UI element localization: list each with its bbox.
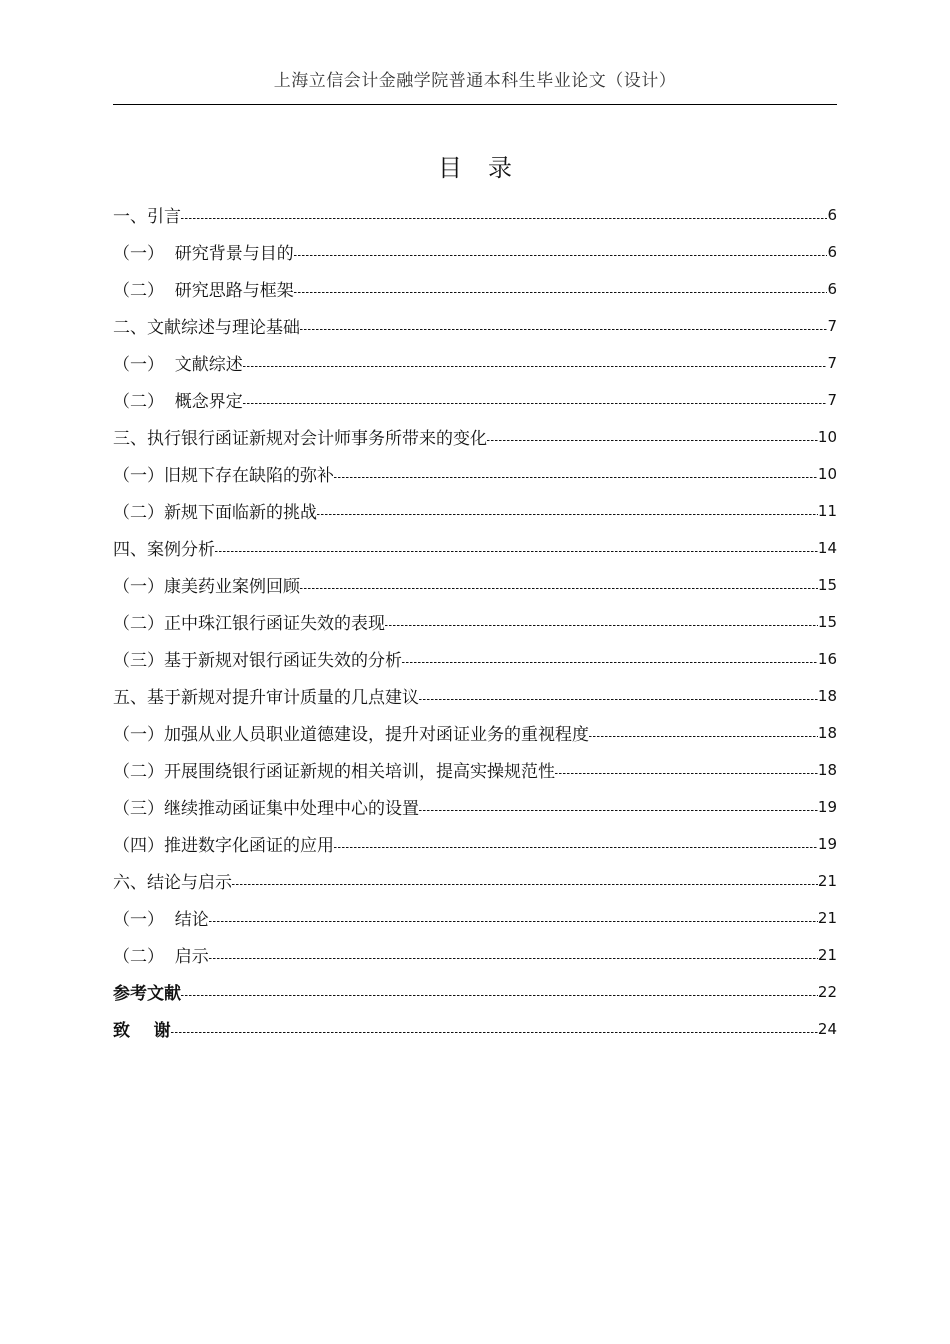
- toc-entry-label: （二） 研究思路与框架: [113, 281, 294, 301]
- toc-entry-label: 五、基于新规对提升审计质量的几点建议: [113, 688, 419, 708]
- toc-entry-page-number: 10: [817, 464, 837, 483]
- toc-entry-label: 六、结论与启示: [113, 873, 232, 893]
- toc-entry-label: 致 谢: [113, 1021, 171, 1041]
- toc-entry[interactable]: [113, 418, 837, 455]
- toc-entry[interactable]: [113, 677, 837, 714]
- toc-entry[interactable]: [113, 862, 837, 899]
- toc-entry-label: 三、执行银行函证新规对会计师事务所带来的变化: [113, 429, 487, 449]
- toc-leader-dots: [317, 503, 818, 521]
- toc-entry-label: （一）旧规下存在缺陷的弥补: [113, 466, 334, 486]
- toc-leader-dots: [294, 244, 828, 262]
- toc-entry[interactable]: [113, 455, 837, 492]
- toc-entry-label: 参考文献: [113, 984, 181, 1004]
- toc-entry-label: （三）继续推动函证集中处理中心的设置: [113, 799, 419, 819]
- toc-entry-label: （二）正中珠江银行函证失效的表现: [113, 614, 385, 634]
- toc-title: 目录: [438, 154, 538, 182]
- page-header: 上海立信会计金融学院普通本科生毕业论文（设计）: [273, 71, 677, 91]
- table-of-contents: [113, 196, 837, 1047]
- toc-entry-label: （二）新规下面临新的挑战: [113, 503, 317, 523]
- toc-leader-dots: [243, 392, 828, 410]
- toc-entry[interactable]: [113, 973, 837, 1010]
- toc-leader-dots: [555, 762, 818, 780]
- toc-entry-page-number: 19: [817, 834, 837, 853]
- toc-entry-page-number: 6: [827, 242, 837, 261]
- toc-entry[interactable]: [113, 899, 837, 936]
- toc-entry-page-number: 6: [827, 205, 837, 224]
- toc-entry[interactable]: [113, 714, 837, 751]
- toc-entry-page-number: 10: [817, 427, 837, 446]
- toc-leader-dots: [294, 281, 828, 299]
- toc-entry-page-number: 11: [817, 501, 837, 520]
- toc-leader-dots: [181, 984, 818, 1002]
- toc-entry[interactable]: [113, 529, 837, 566]
- toc-entry-page-number: 18: [817, 686, 837, 705]
- toc-entry-page-number: 21: [817, 871, 837, 890]
- toc-entry[interactable]: [113, 307, 837, 344]
- toc-leader-dots: [402, 651, 818, 669]
- toc-leader-dots: [334, 836, 818, 854]
- toc-entry-label: （一） 研究背景与目的: [113, 244, 294, 264]
- toc-entry[interactable]: [113, 936, 837, 973]
- toc-entry-page-number: 7: [827, 316, 837, 335]
- toc-entry[interactable]: [113, 751, 837, 788]
- toc-leader-dots: [419, 688, 818, 706]
- toc-entry-page-number: 6: [827, 279, 837, 298]
- toc-entry[interactable]: [113, 640, 837, 677]
- toc-entry-page-number: 19: [817, 797, 837, 816]
- toc-entry-label: （一）康美药业案例回顾: [113, 577, 300, 597]
- toc-entry-page-number: 15: [817, 612, 837, 631]
- toc-entry-label: 一、引言: [113, 207, 181, 227]
- toc-entry-page-number: 24: [817, 1019, 837, 1038]
- toc-entry-page-number: 16: [817, 649, 837, 668]
- toc-entry-label: 二、文献综述与理论基础: [113, 318, 300, 338]
- toc-entry-page-number: 21: [817, 908, 837, 927]
- header-divider: [113, 104, 837, 105]
- toc-entry[interactable]: [113, 344, 837, 381]
- toc-leader-dots: [215, 540, 818, 558]
- toc-leader-dots: [181, 207, 827, 225]
- toc-entry-label: （二） 概念界定: [113, 392, 243, 412]
- toc-leader-dots: [171, 1021, 818, 1039]
- toc-leader-dots: [334, 466, 818, 484]
- toc-entry-page-number: 15: [817, 575, 837, 594]
- toc-entry[interactable]: [113, 825, 837, 862]
- toc-entry-page-number: 22: [817, 982, 837, 1001]
- toc-entry-page-number: 14: [817, 538, 837, 557]
- toc-leader-dots: [589, 725, 818, 743]
- toc-leader-dots: [209, 910, 818, 928]
- toc-leader-dots: [209, 947, 818, 965]
- toc-entry-label: 四、案例分析: [113, 540, 215, 560]
- toc-entry-label: （二） 启示: [113, 947, 209, 967]
- toc-entry[interactable]: [113, 1010, 837, 1047]
- toc-leader-dots: [487, 429, 818, 447]
- toc-entry[interactable]: [113, 788, 837, 825]
- toc-entry-label: （三）基于新规对银行函证失效的分析: [113, 651, 402, 671]
- toc-entry-page-number: 7: [827, 353, 837, 372]
- toc-leader-dots: [419, 799, 818, 817]
- toc-entry-label: （二）开展围绕银行函证新规的相关培训，提高实操规范性: [113, 762, 555, 782]
- toc-leader-dots: [300, 577, 818, 595]
- toc-leader-dots: [385, 614, 818, 632]
- toc-entry[interactable]: [113, 233, 837, 270]
- toc-entry-label: （一） 结论: [113, 910, 209, 930]
- toc-leader-dots: [300, 318, 827, 336]
- toc-entry[interactable]: [113, 381, 837, 418]
- toc-entry[interactable]: [113, 603, 837, 640]
- toc-entry-label: （四）推进数字化函证的应用: [113, 836, 334, 856]
- toc-leader-dots: [232, 873, 818, 891]
- toc-entry-page-number: 18: [817, 723, 837, 742]
- toc-entry-label: （一）加强从业人员职业道德建设，提升对函证业务的重视程度: [113, 725, 589, 745]
- toc-entry-page-number: 18: [817, 760, 837, 779]
- toc-entry-page-number: 7: [827, 390, 837, 409]
- toc-entry[interactable]: [113, 196, 837, 233]
- toc-leader-dots: [243, 355, 828, 373]
- toc-entry[interactable]: [113, 492, 837, 529]
- toc-entry[interactable]: [113, 566, 837, 603]
- toc-entry-label: （一） 文献综述: [113, 355, 243, 375]
- toc-entry[interactable]: [113, 270, 837, 307]
- toc-entry-page-number: 21: [817, 945, 837, 964]
